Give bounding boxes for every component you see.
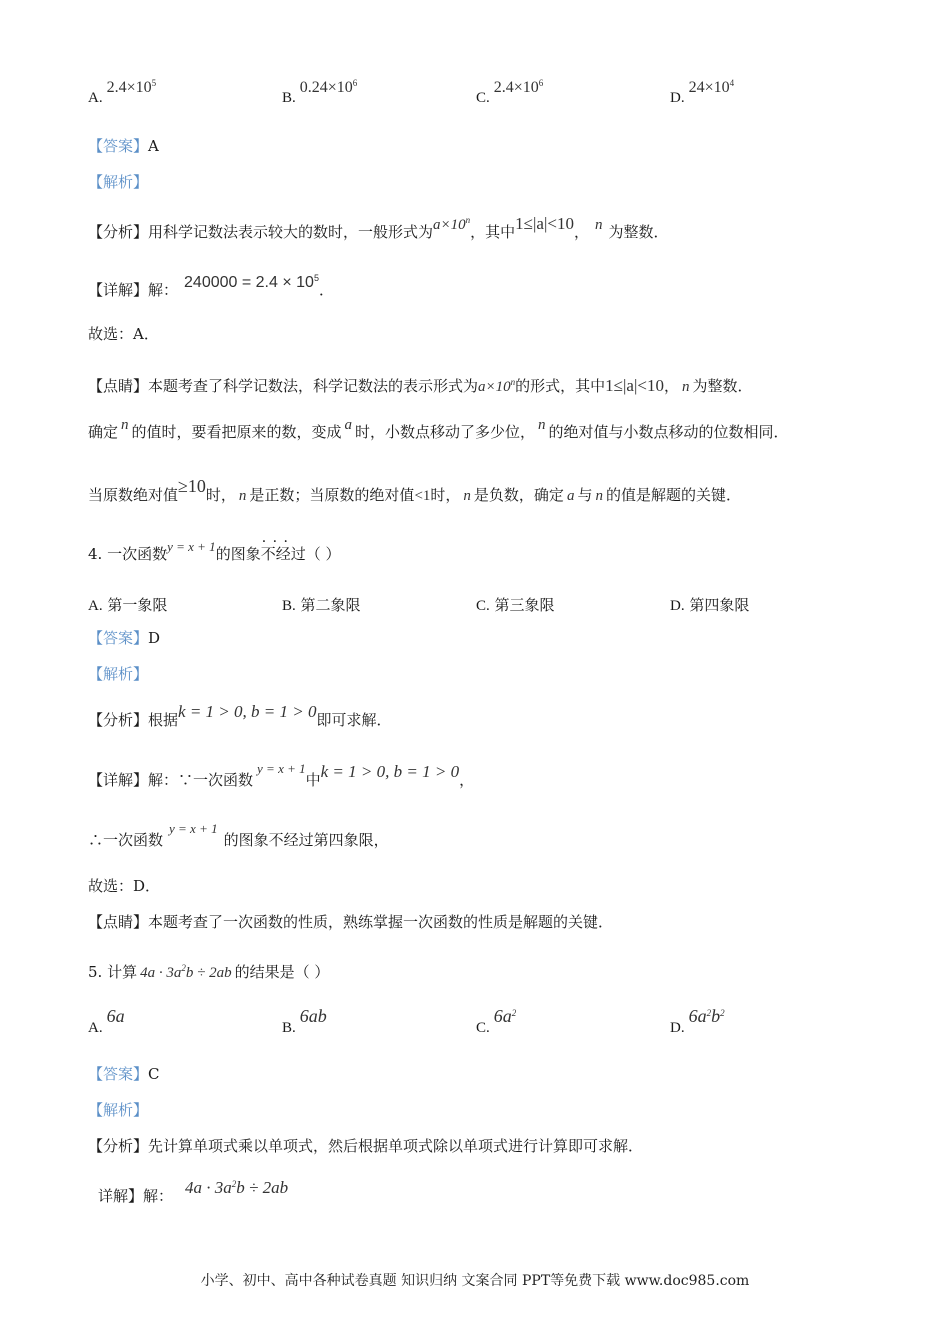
q5-analysis: 【分析】先计算单项式乘以单项式，然后根据单项式除以单项式进行计算即可求解．: [88, 1137, 644, 1155]
q5-option-d: $D.6a^2b^2$: [670, 1006, 725, 1036]
q4-option-c: C. 第三象限: [476, 596, 555, 614]
q5-answer: 【答案】C: [88, 1065, 160, 1083]
page-footer: 小学、初中、高中各种试卷真题 知识归纳 文案合同 PPT等免费下载 www.doc985.com: [200, 1273, 750, 1289]
q3-option-a: $A.2.4\times 10^5$: [88, 78, 157, 106]
q4-option-a: A. 第一象限: [88, 596, 168, 614]
q3-option-b: $B.0.24\times 10^6$: [282, 78, 358, 106]
q3-jiexi-heading: 【解析】: [88, 173, 149, 191]
q4-jiexi-heading: 【解析】: [88, 665, 149, 683]
q5-option-c: $C.6a^2$: [476, 1006, 517, 1036]
q3-choose: 故选：A．: [88, 325, 159, 343]
q4-answer: 【答案】D: [88, 629, 161, 647]
q5-stem: 5. 计算 $4a \cdot 3a^2b \div 2ab$ 的结果是（ ）: [88, 963, 330, 981]
q5-option-b: B.6ab: [282, 1006, 327, 1036]
q3-comment-line2: 确定 n 的值时，要看把原来的数，变成 a 时，小数点移动了多少位， n 的绝对值与小数点移动的位数相同．: [88, 417, 789, 441]
q4-choose: 故选：D．: [88, 877, 161, 895]
q5-option-a: A.6a: [88, 1006, 125, 1036]
q5-jiexi-heading: 【解析】: [88, 1101, 149, 1119]
q5-detail: 详解】解： $4a \cdot 3a^2b \div 2ab$: [98, 1178, 289, 1205]
q4-conclusion: ∴一次函数y = x + 1的图象不经过第四象限，: [88, 821, 389, 849]
q3-answer: 【答案】A: [88, 137, 159, 155]
q3-comment: 【点睛】本题考查了科学记数法，科学记数法的表示形式为$a\times 10^n$的形式，其中1≤|a|<10， n 为整数．: [88, 376, 753, 395]
emphasis-dots: · · · 不经过: [261, 544, 306, 564]
q3-analysis: 【分析】用科学记数法表示较大的数时，一般形式为$a\times 10^n$，其中1≤|a|<10， n 为整数．: [88, 214, 669, 241]
q4-option-b: B. 第二象限: [282, 596, 361, 614]
q3-option-c: $C.2.4\times 10^6$: [476, 78, 544, 106]
q4-comment: 【点睛】本题考查了一次函数的性质，熟练掌握一次函数的性质是解题的关键．: [88, 913, 614, 931]
q4-stem: 4. 一次函数y = x + 1的图象· · · 不经过（ ）: [88, 544, 341, 565]
q4-analysis: 【分析】根据k = 1 > 0, b = 1 > 0即可求解．: [88, 702, 392, 729]
q4-detail: 【详解】解：∵一次函数y = x + 1中k = 1 > 0, b = 1 > 0，: [88, 761, 475, 789]
q3-detail: 【详解】解： $240000 = 2.4 \times 10^5$．: [88, 273, 334, 299]
q3-option-d: $D.24\times 10^4$: [670, 78, 735, 106]
q3-comment-line3: 当原数绝对值≥10时， n 是正数；当原数的绝对值<1时， n 是负数，确定 a 与 n 的值是解题的关键．: [88, 476, 741, 504]
q4-option-d: D. 第四象限: [670, 596, 750, 614]
